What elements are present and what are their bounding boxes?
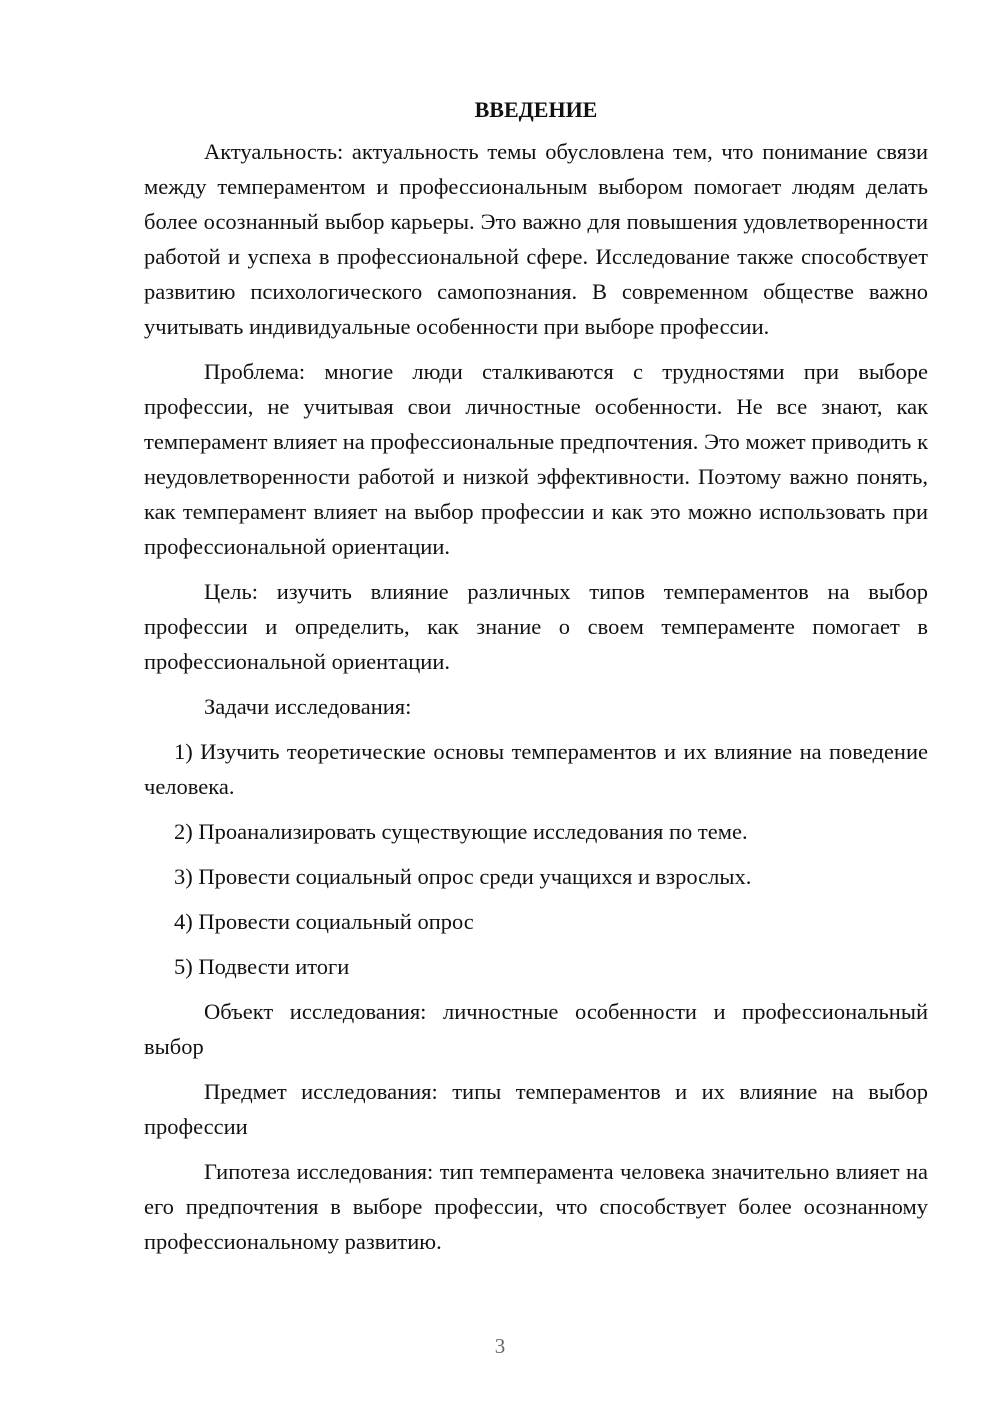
page-number: 3	[494, 1334, 506, 1358]
task-item-2: 2) Проанализировать существующие исследования по теме.	[174, 819, 748, 844]
goal-paragraph: Цель: изучить влияние различных типов темпераментов на выбор профессии и определить, как знание о своем темпераменте помогает в профессиональной ориентации.	[144, 579, 928, 674]
relevance-paragraph: Актуальность: актуальность темы обусловлена тем, что понимание связи между темпераментом и профессиональным выбором помогает людям делать более осознанный выбор карьеры. Это важно для повышения удовлетворенности работой и успеха в профессиональной сфере. Исследование также способствует развитию психологического самопознания. В современном обществе важно учитывать индивидуальные особенности при выборе профессии.	[144, 139, 928, 339]
hypothesis-paragraph: Гипотеза исследования: тип темперамента человека значительно влияет на его предпочтения в выборе профессии, что способствует более осознанному профессиональному развитию.	[144, 1159, 928, 1254]
task-item-1: 1) Изучить теоретические основы темпераментов и их влияние на поведение человека.	[144, 739, 928, 799]
subject-paragraph: Предмет исследования: типы темпераментов и их влияние на выбор профессии	[144, 1079, 928, 1139]
page-title: ВВЕДЕНИЕ	[474, 97, 598, 122]
task-item-4: 4) Провести социальный опрос	[174, 909, 474, 934]
task-item-3: 3) Провести социальный опрос среди учащихся и взрослых.	[174, 864, 752, 889]
problem-paragraph: Проблема: многие люди сталкиваются с трудностями при выборе профессии, не учитывая свои личностные особенности. Не все знают, как темперамент влияет на профессиональные предпочтения. Это может приводить к неудовлетворенности работой и низкой эффективности. Поэтому важно понять, как темперамент влияет на выбор профессии и как это можно использовать при профессиональной ориентации.	[144, 359, 928, 559]
object-paragraph: Объект исследования: личностные особенности и профессиональный выбор	[144, 999, 928, 1059]
tasks-heading: Задачи исследования:	[204, 694, 412, 719]
task-item-5: 5) Подвести итоги	[174, 954, 350, 979]
